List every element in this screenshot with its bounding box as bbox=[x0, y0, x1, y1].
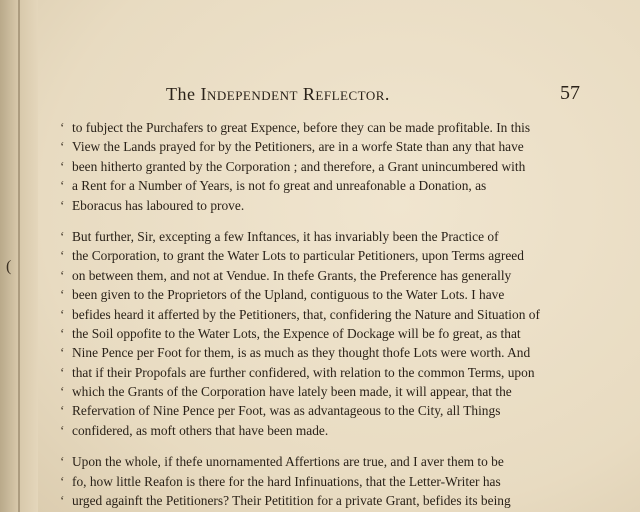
quote-mark: ‘ bbox=[60, 345, 65, 361]
line-text: to fubject the Purchafers to great Expence, before they can be made profitable. In this bbox=[72, 120, 531, 135]
text-line bbox=[60, 227, 626, 246]
quote-mark: ‘ bbox=[60, 493, 65, 509]
text-line bbox=[60, 196, 626, 215]
line-text: Upon the whole, if thefe unornamented Affertions are true, and I aver them to be bbox=[72, 454, 504, 470]
line-text: that if their Propofals are further confidered, with relation to the common Terms, upon bbox=[72, 364, 535, 380]
line-text: the Soil oppofite to the Water Lots, the Expence of Dockage will be fo great, as that bbox=[72, 325, 521, 341]
line-text: a Rent for a Number of Years, is not fo great and unreafonable a Donation, as bbox=[72, 178, 487, 194]
text-line bbox=[60, 363, 626, 382]
header-title-first: The bbox=[166, 84, 196, 104]
text-line bbox=[60, 246, 626, 265]
book-gutter bbox=[0, 0, 38, 512]
line-text: Refervation of Nine Pence per Foot, was as advantageous to the City, all Things bbox=[72, 403, 501, 419]
text-line bbox=[60, 176, 626, 195]
line-text: fo, how little Reafon is there for the hard Infinuations, that the Letter-Writer has bbox=[72, 473, 501, 489]
line-text: which the Grants of the Corporation have lately been made, it will appear, that the bbox=[72, 384, 512, 400]
line-text: confidered, as moft others that have been made. bbox=[72, 422, 329, 438]
line-text: the Corporation, to grant the Water Lots to particular Petitioners, upon Terms agreed bbox=[72, 248, 524, 264]
text-line bbox=[60, 157, 626, 176]
quote-mark: ‘ bbox=[60, 403, 65, 419]
quote-mark: ‘ bbox=[60, 120, 65, 135]
paragraph bbox=[60, 118, 626, 215]
line-text: been hitherto granted by the Corporation ; and therefore, a Grant unincumbered with bbox=[72, 158, 526, 174]
quote-mark: ‘ bbox=[60, 325, 65, 341]
text-line bbox=[60, 401, 626, 420]
quote-mark: ‘ bbox=[60, 473, 65, 489]
line-text: View the Lands prayed for by the Petitioners, are in a worfe State than any that have bbox=[72, 139, 524, 155]
quote-mark: ‘ bbox=[60, 422, 65, 438]
paragraph bbox=[60, 452, 626, 510]
paragraph-gap bbox=[60, 440, 626, 452]
line-text: befides heard it afferted by the Petitioners, that, confidering the Nature and Situation of bbox=[72, 306, 540, 322]
line-text: been given to the Proprietors of the Upland, contiguous to the Water Lots. I have bbox=[72, 287, 505, 303]
quote-mark: ‘ bbox=[60, 228, 65, 244]
line-text: But further, Sir, excepting a few Inftances, it has invariably been the Practice of bbox=[72, 228, 499, 244]
text-line bbox=[60, 137, 626, 156]
header-title-rest: Independent Reflector. bbox=[195, 84, 390, 104]
quote-mark: ‘ bbox=[60, 454, 65, 470]
text-line bbox=[60, 382, 626, 401]
quote-mark: ‘ bbox=[60, 287, 65, 303]
line-text: on between them, and not at Vendue. In thefe Grants, the Preference has generally bbox=[72, 267, 512, 283]
text-line bbox=[60, 305, 626, 324]
gutter-edge bbox=[18, 0, 20, 512]
quote-mark: ‘ bbox=[60, 139, 65, 155]
line-text: Nine Pence per Foot for them, is as much as they thought thofe Lots were worth. And bbox=[72, 345, 531, 361]
text-line bbox=[60, 472, 626, 491]
quote-mark: ‘ bbox=[60, 248, 65, 264]
text-line bbox=[60, 324, 626, 343]
line-text: Eboracus has laboured to prove. bbox=[72, 197, 245, 213]
text-line bbox=[60, 118, 626, 137]
text-line bbox=[60, 452, 626, 471]
quote-mark: ‘ bbox=[60, 197, 65, 213]
quote-mark: ‘ bbox=[60, 306, 65, 322]
running-header bbox=[166, 84, 586, 105]
quote-mark: ‘ bbox=[60, 384, 65, 400]
quote-mark: ‘ bbox=[60, 267, 65, 283]
paragraph-gap bbox=[60, 215, 626, 227]
text-line bbox=[60, 343, 626, 362]
paragraph bbox=[60, 227, 626, 440]
text-line bbox=[60, 421, 626, 440]
page-number: 57 bbox=[560, 82, 580, 104]
text-line bbox=[60, 266, 626, 285]
text-line bbox=[60, 491, 626, 510]
line-text: urged againft the Petitioners? Their Petitition for a private Grant, befides its being bbox=[72, 493, 511, 509]
body-text bbox=[60, 118, 626, 510]
gutter-mark: ( bbox=[6, 258, 12, 275]
quote-mark: ‘ bbox=[60, 158, 65, 174]
quote-mark: ‘ bbox=[60, 364, 65, 380]
quote-mark: ‘ bbox=[60, 178, 65, 194]
text-line bbox=[60, 285, 626, 304]
book-page bbox=[38, 0, 640, 512]
